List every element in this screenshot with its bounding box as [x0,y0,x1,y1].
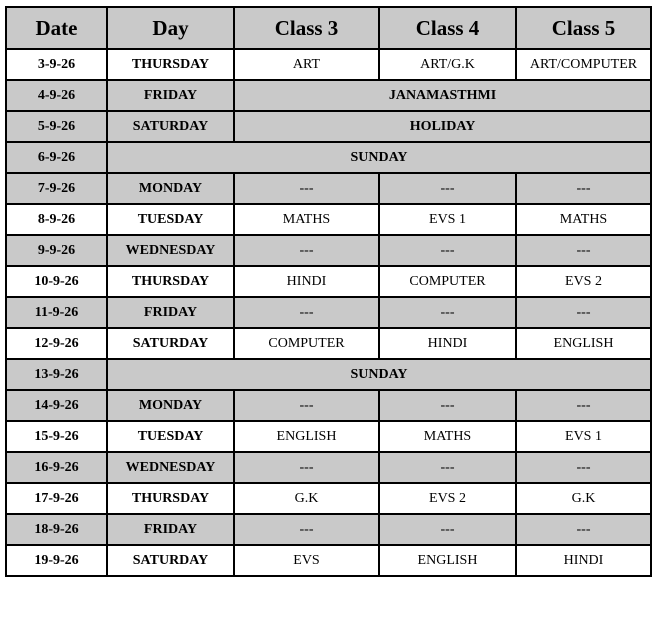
date-cell: 17-9-26 [6,483,107,514]
date-cell: 9-9-26 [6,235,107,266]
table-row [6,173,651,204]
column-header-class-5: Class 5 [516,7,651,49]
sunday-cell: SUNDAY [107,142,651,173]
class-5-cell: EVS 1 [516,421,651,452]
table-row [6,204,651,235]
date-cell: 12-9-26 [6,328,107,359]
class-4-cell: --- [379,173,516,204]
class-3-cell: --- [234,173,379,204]
column-header-day: Day [107,7,234,49]
class-4-cell: EVS 2 [379,483,516,514]
class-5-cell: EVS 2 [516,266,651,297]
sunday-cell: SUNDAY [107,359,651,390]
class-4-cell: ENGLISH [379,545,516,576]
class-3-cell: MATHS [234,204,379,235]
class-5-cell: MATHS [516,204,651,235]
date-cell: 10-9-26 [6,266,107,297]
day-cell: WEDNESDAY [107,235,234,266]
date-cell: 4-9-26 [6,80,107,111]
class-5-cell: --- [516,235,651,266]
table-row [6,359,651,390]
class-3-cell: --- [234,390,379,421]
class-3-cell: --- [234,297,379,328]
class-5-cell: HINDI [516,545,651,576]
class-3-cell: ART [234,49,379,80]
table-row [6,111,651,142]
exam-schedule-table [5,6,652,577]
class-5-cell: --- [516,297,651,328]
table-row [6,545,651,576]
day-cell: TUESDAY [107,421,234,452]
class-5-cell: --- [516,514,651,545]
day-cell: SATURDAY [107,111,234,142]
table-row [6,452,651,483]
class-3-cell: --- [234,235,379,266]
class-4-cell: ART/G.K [379,49,516,80]
date-cell: 6-9-26 [6,142,107,173]
table-row [6,266,651,297]
date-cell: 18-9-26 [6,514,107,545]
table-row [6,483,651,514]
table-row [6,421,651,452]
class-4-cell: --- [379,514,516,545]
table-row [6,514,651,545]
day-cell: SATURDAY [107,328,234,359]
day-cell: MONDAY [107,173,234,204]
table-row [6,142,651,173]
table-row [6,235,651,266]
date-cell: 13-9-26 [6,359,107,390]
date-cell: 16-9-26 [6,452,107,483]
class-5-cell: G.K [516,483,651,514]
class-4-cell: --- [379,390,516,421]
date-cell: 3-9-26 [6,49,107,80]
day-cell: MONDAY [107,390,234,421]
table-row [6,297,651,328]
class-4-cell: COMPUTER [379,266,516,297]
table-header-row [6,7,651,49]
day-cell: FRIDAY [107,297,234,328]
day-cell: THURSDAY [107,266,234,297]
day-cell: THURSDAY [107,483,234,514]
date-cell: 5-9-26 [6,111,107,142]
column-header-date: Date [6,7,107,49]
class-4-cell: --- [379,235,516,266]
class-3-cell: ENGLISH [234,421,379,452]
day-cell: WEDNESDAY [107,452,234,483]
date-cell: 15-9-26 [6,421,107,452]
class-3-cell: HINDI [234,266,379,297]
date-cell: 7-9-26 [6,173,107,204]
class-5-cell: --- [516,173,651,204]
class-3-cell: EVS [234,545,379,576]
event-cell: HOLIDAY [234,111,651,142]
class-5-cell: --- [516,452,651,483]
table-row [6,80,651,111]
class-5-cell: ART/COMPUTER [516,49,651,80]
table-body [6,49,651,576]
class-3-cell: --- [234,514,379,545]
class-4-cell: --- [379,452,516,483]
date-cell: 8-9-26 [6,204,107,235]
table-row [6,49,651,80]
date-cell: 14-9-26 [6,390,107,421]
class-5-cell: --- [516,390,651,421]
class-4-cell: --- [379,297,516,328]
class-4-cell: EVS 1 [379,204,516,235]
class-3-cell: COMPUTER [234,328,379,359]
day-cell: FRIDAY [107,514,234,545]
day-cell: SATURDAY [107,545,234,576]
class-4-cell: HINDI [379,328,516,359]
day-cell: THURSDAY [107,49,234,80]
date-cell: 11-9-26 [6,297,107,328]
class-5-cell: ENGLISH [516,328,651,359]
day-cell: TUESDAY [107,204,234,235]
date-cell: 19-9-26 [6,545,107,576]
class-4-cell: MATHS [379,421,516,452]
table-row [6,390,651,421]
column-header-class-3: Class 3 [234,7,379,49]
class-3-cell: --- [234,452,379,483]
class-3-cell: G.K [234,483,379,514]
column-header-class-4: Class 4 [379,7,516,49]
day-cell: FRIDAY [107,80,234,111]
table-row [6,328,651,359]
event-cell: JANAMASTHMI [234,80,651,111]
